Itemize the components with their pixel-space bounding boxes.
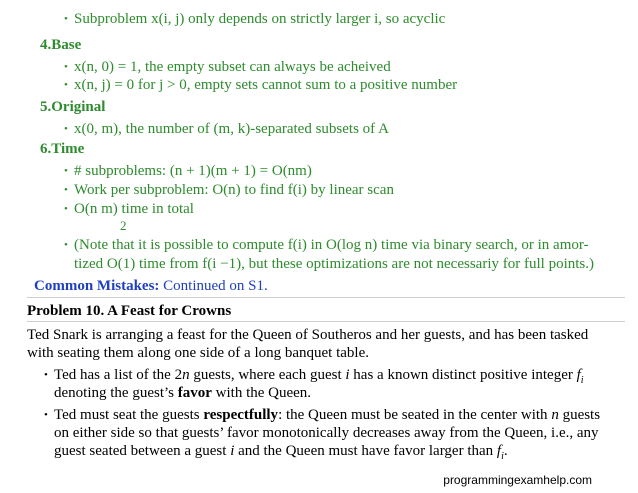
problem-bullet-2-line-3: guest seated between a guest i and the Queen must have favor larger than $f_i$. xyxy=(54,443,508,462)
original-heading: 5.Original xyxy=(40,99,106,115)
bullet-icon: • xyxy=(64,184,68,196)
problem-bullet-1-line-1: • Ted has a list of the 2n guests, where each guest i has a known distinct positive integer $f_i$ xyxy=(44,367,584,386)
bullet-icon: • xyxy=(64,123,68,135)
bullet-icon: • xyxy=(64,239,68,251)
original-item-1: • x(0, m), the number of (m, k)-separated subsets of A xyxy=(64,121,389,137)
acyclic-line: • Subproblem x(i, j) only depends on strictly larger i, so acyclic xyxy=(64,11,446,27)
problem-title: Problem 10. A Feast for Crowns xyxy=(27,303,232,319)
title-divider xyxy=(27,321,625,322)
time-subscript-2: 2 xyxy=(120,218,127,233)
section-divider xyxy=(27,297,625,298)
problem-bullet-2-line-1: • Ted must seat the guests respectfully: the Queen must be seated in the center with n guests xyxy=(44,407,601,423)
problem-bullet-2-line-2: on either side so that guests’ favor monotonically decreases away from the Queen, i.e., any xyxy=(54,425,599,441)
base-heading: 4.Base xyxy=(40,37,82,53)
time-item-3: • O(n m) time in total xyxy=(64,201,194,217)
bullet-icon: • xyxy=(64,13,68,25)
time-heading: 6.Time xyxy=(40,141,85,157)
time-item-2: • Work per subproblem: O(n) to find f(i) by linear scan xyxy=(64,182,394,198)
common-mistakes-label: Common Mistakes: xyxy=(34,278,160,294)
bullet-icon: • xyxy=(64,61,68,73)
bullet-icon: • xyxy=(64,79,68,91)
bullet-icon: • xyxy=(64,165,68,177)
base-item-1: • x(n, 0) = 1, the empty subset can always be acheived xyxy=(64,59,391,75)
bullet-icon: • xyxy=(64,203,68,215)
problem-intro-2: with seating them along one side of a long banquet table. xyxy=(27,345,369,361)
time-item-4-cont: tized O(1) time from f(i −1), but these optimizations are not necessariy for full points.) xyxy=(74,256,594,272)
time-item-1: • # subproblems: (n + 1)(m + 1) = O(nm) xyxy=(64,163,312,179)
bullet-icon: • xyxy=(44,369,48,381)
problem-bullet-1-line-2: denoting the guest’s favor with the Queen. xyxy=(54,385,312,401)
common-mistakes-text: Continued on S1. xyxy=(163,278,268,294)
problem-intro-1: Ted Snark is arranging a feast for the Queen of Southeros and her guests, and has been tasked xyxy=(27,327,589,343)
site-watermark: programmingexamhelp.com xyxy=(443,473,592,487)
time-item-4: • (Note that it is possible to compute f(i) in O(log n) time via binary search, or in amor- xyxy=(64,237,589,253)
common-mistakes xyxy=(34,277,268,295)
bullet-icon: • xyxy=(44,409,48,421)
base-item-2: • x(n, j) = 0 for j > 0, empty sets cannot sum to a positive number xyxy=(64,77,458,93)
